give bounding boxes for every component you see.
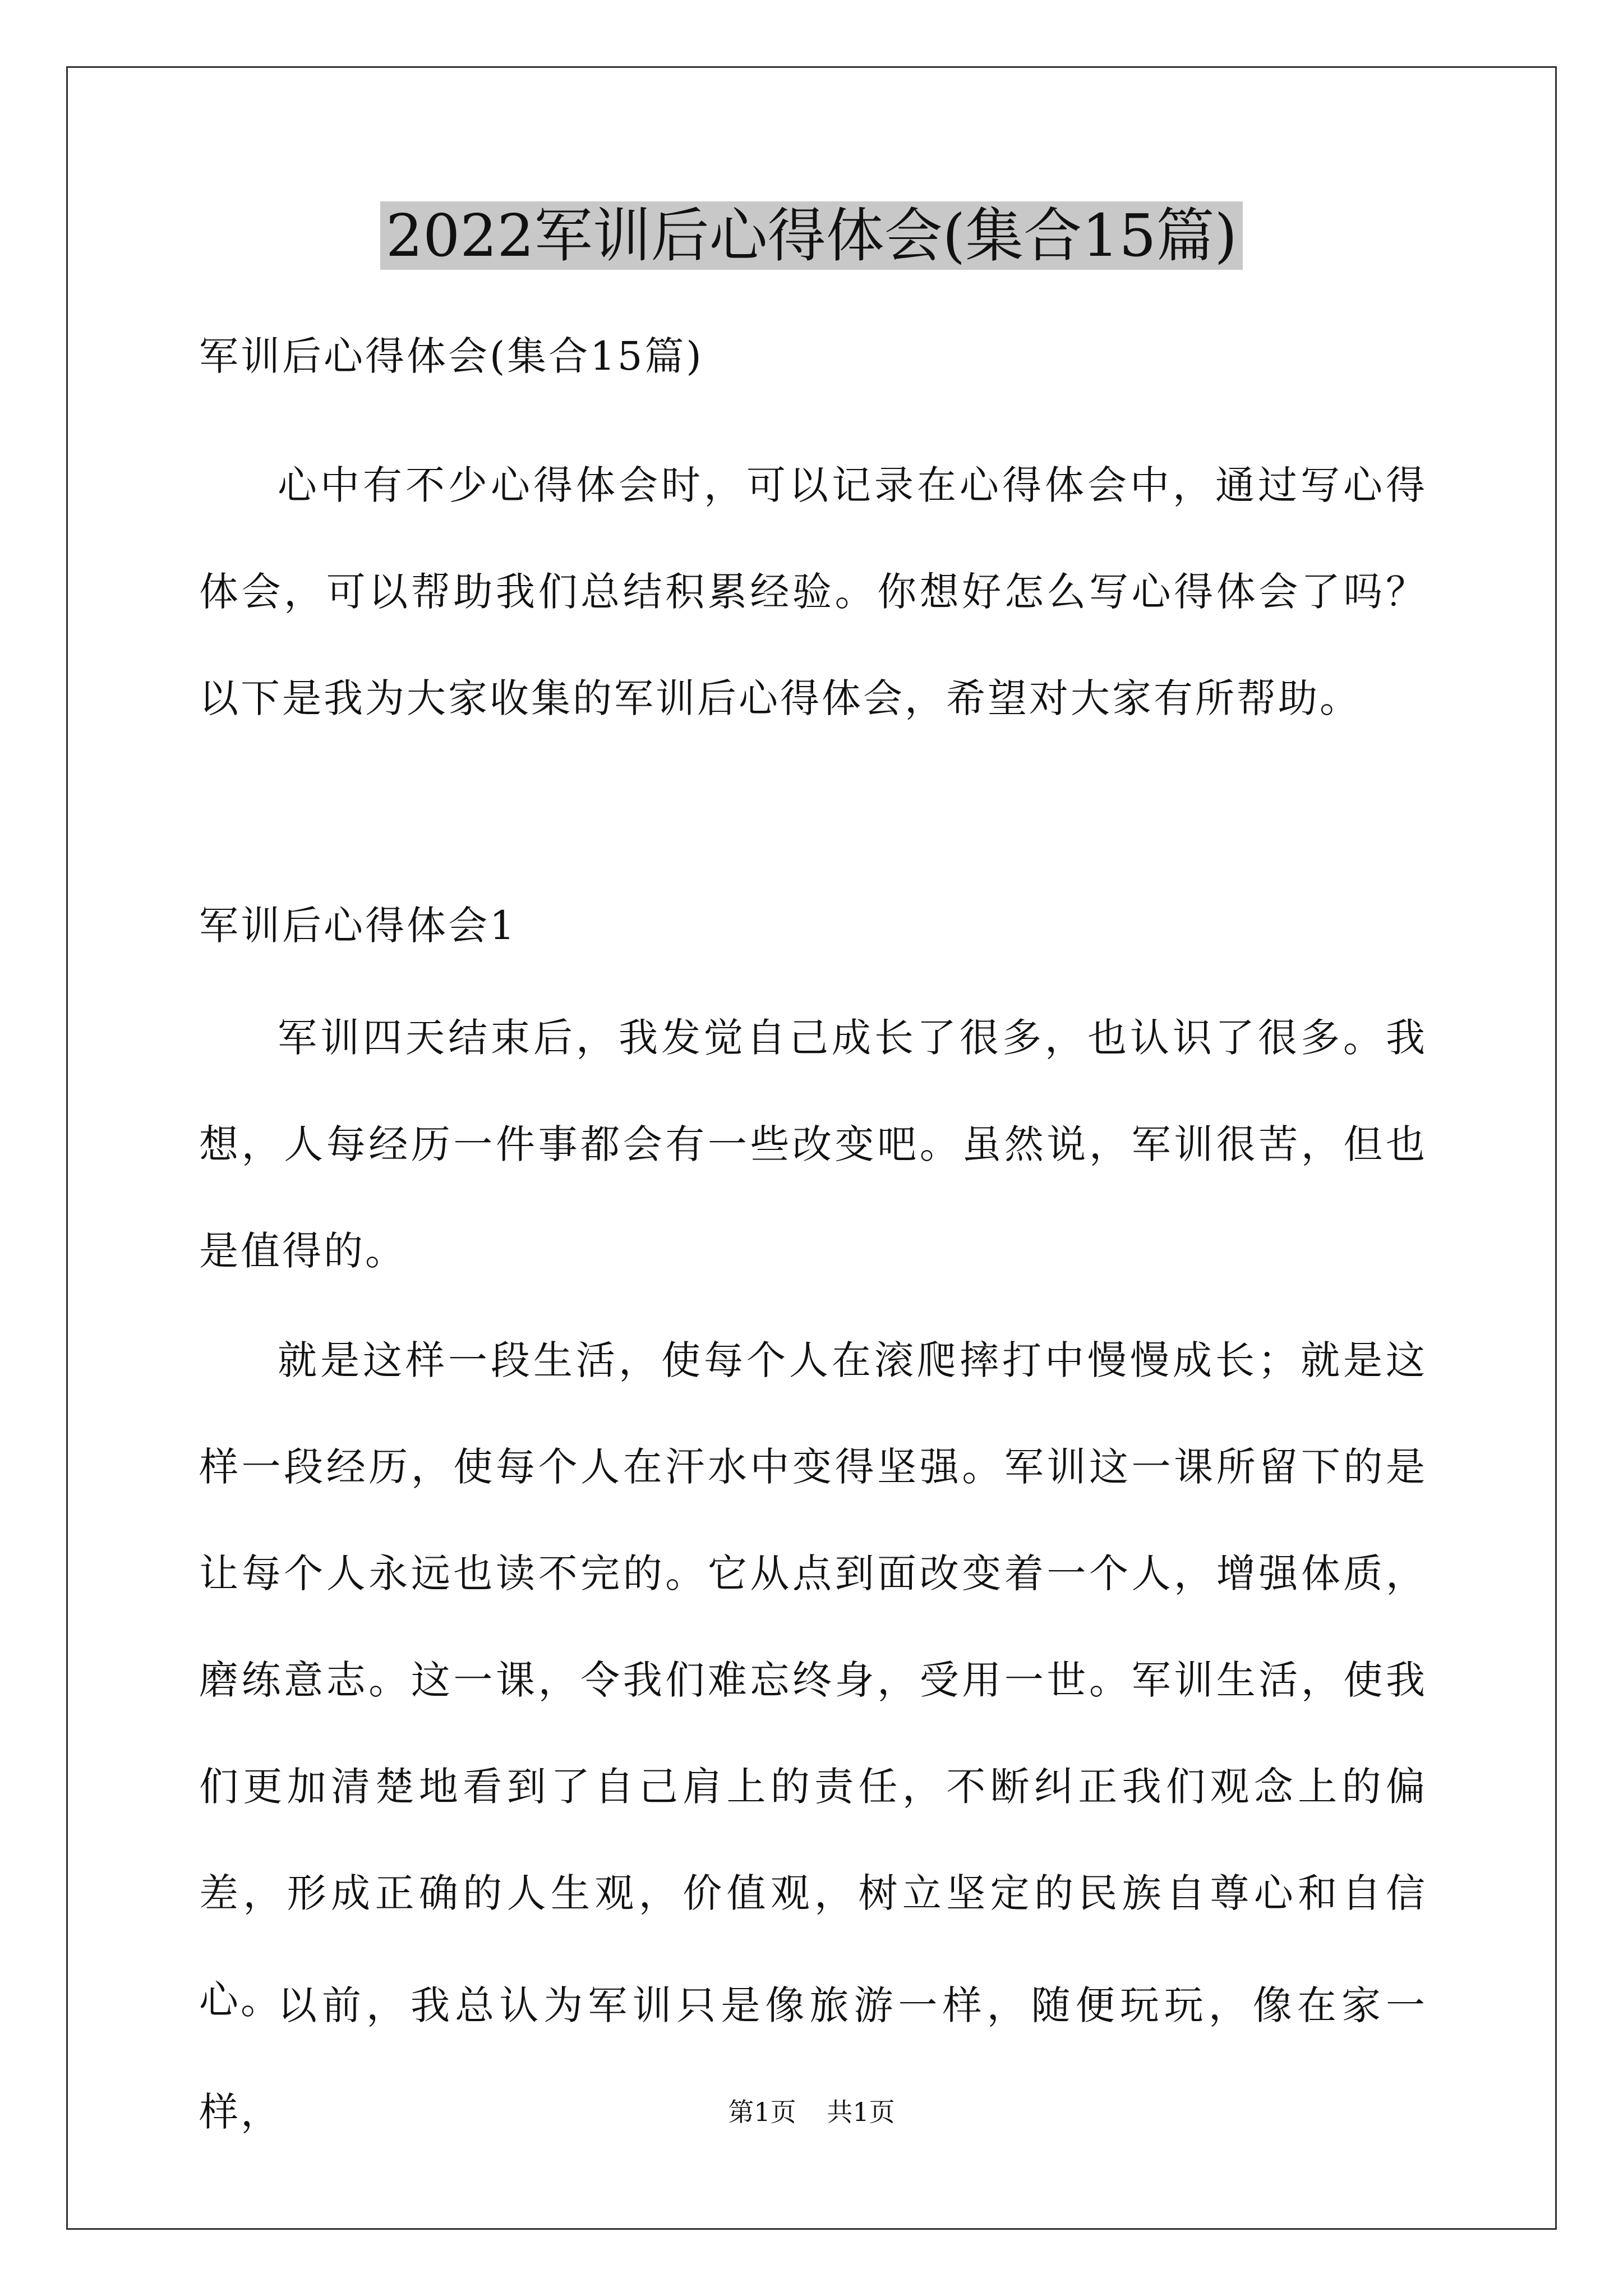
page-number: 第1页 bbox=[728, 2097, 796, 2127]
page-total: 共1页 bbox=[827, 2097, 895, 2127]
document-title bbox=[0, 196, 1623, 275]
body-paragraph-3: 以前，我总认为军训只是像旅游一样，随便玩玩，像在家一样， bbox=[199, 1982, 1427, 2135]
body-paragraph-1: 军训四天结束后，我发觉自己成长了很多，也认识了很多。我想，人每经历一件事都会有一些改变吧。虽然说，军训很苦，但也是值得的。 bbox=[199, 1015, 1427, 1274]
section-heading: 军训后心得体会1 bbox=[199, 903, 517, 949]
document-subtitle: 军训后心得体会(集合15篇) bbox=[199, 333, 704, 379]
document-title-text: 2022军训后心得体会(集合15篇) bbox=[380, 201, 1243, 270]
intro-paragraph: 心中有不少心得体会时，可以记录在心得体会中，通过写心得体会，可以帮助我们总结积累经验。你想好怎么写心得体会了吗？以下是我为大家收集的军训后心得体会，希望对大家有所帮助。 bbox=[199, 462, 1427, 721]
body-paragraph-2: 就是这样一段生活，使每个人在滚爬摔打中慢慢成长；就是这样一段经历，使每个人在汗水中变得坚强。军训这一课所留下的是让每个人永远也读不完的。它从点到面改变着一个人，增强体质，磨练意志。这一课，令我们难忘终身，受用一世。军训生活，使我们更加清楚地看到了自己肩上的责任，不断纠正我们观念上的偏差，形成正确的人生观，价值观，树立坚定的民族自尊心和自信心。 bbox=[199, 1337, 1427, 2023]
page-footer bbox=[0, 2095, 1623, 2129]
